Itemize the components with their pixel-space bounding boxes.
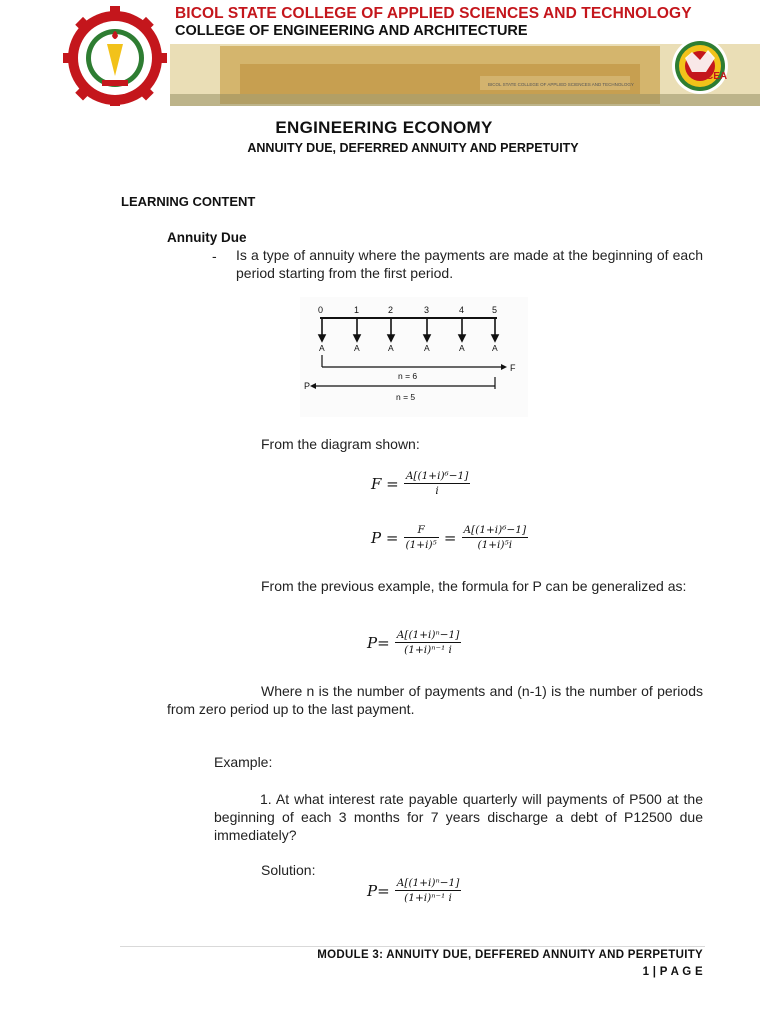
cash-flow-diagram [300,297,528,417]
institution-name: BICOL STATE COLLEGE OF APPLIED SCIENCES AND TECHNOLOGY [175,5,692,22]
payment-label: A [459,343,465,353]
formula-numerator: A[(1+i)⁶−1] [463,524,527,536]
payment-label: A [388,343,394,353]
present-value-label: P [304,381,311,391]
n-upper-label: n = 6 [398,371,418,381]
generalized-paragraph: From the previous example, the formula for P can be generalized as: [261,578,687,594]
formula-denominator: (1+i)ⁿ⁻¹ i [404,892,452,904]
payment-label: A [319,343,325,353]
period-3-label: 3 [424,305,430,315]
formula-numerator: A[(1+i)⁶−1] [405,470,469,482]
period-0-label: 0 [318,305,324,315]
solution-label: Solution: [261,862,316,878]
formula-general-present-value [367,629,461,657]
topic-heading: Annuity Due [167,230,247,245]
formula-lhs: P = [371,529,399,547]
formula-solution [367,877,461,905]
seal-year: 1911 [106,88,117,94]
formula-denominator: (1+i)⁵i [477,539,513,551]
bullet-marker: - [212,248,217,264]
where-paragraph: Where n is the number of payments and (n-1) is the number of periods from zero period up to the last payment. [167,683,703,717]
formula-lhs: F = [371,475,399,493]
footer-divider [120,946,705,947]
period-2-label: 2 [388,305,394,315]
formula-numerator: A[(1+i)ⁿ−1] [396,877,460,889]
page-title: ENGINEERING ECONOMY [275,118,493,137]
page-subtitle: ANNUITY DUE, DEFERRED ANNUITY AND PERPETUITY [247,141,579,155]
cea-logo-text: CEA [706,71,728,82]
formula-denominator: (1+i)⁵ [405,539,437,551]
formula-numerator: F [404,524,439,538]
period-5-label: 5 [492,305,498,315]
formula-future-value [371,470,470,498]
payment-arrows [319,318,498,341]
payment-label: A [492,343,498,353]
footer-module-title: MODULE 3: ANNUITY DUE, DEFFERED ANNUITY AND PERPETUITY [317,949,703,961]
campus-photo-banner [170,38,760,106]
example-label: Example: [214,754,273,770]
formula-lhs: P= [367,634,390,652]
formula-lhs: P= [367,882,390,900]
period-4-label: 4 [459,305,465,315]
n-lower-label: n = 5 [396,392,416,402]
banner-sign-text: BICOL STATE COLLEGE OF APPLIED SCIENCES AND TECHNOLOGY [488,82,634,87]
definition-bullet: Is a type of annuity where the payments are made at the beginning of each period starting from the first period. [236,247,703,281]
diagram-intro-text: From the diagram shown: [261,436,420,452]
future-value-label: F [510,363,516,373]
payment-label: A [354,343,360,353]
college-name: COLLEGE OF ENGINEERING AND ARCHITECTURE [175,23,528,39]
formula-numerator: A[(1+i)ⁿ−1] [396,629,460,641]
section-heading: LEARNING CONTENT [121,194,256,209]
payment-label: A [424,343,430,353]
equals-sign: = [443,529,457,547]
formula-denominator: (1+i)ⁿ⁻¹ i [404,644,452,656]
page-number: 1 | P A G E [642,966,703,978]
formula-present-value [371,524,528,552]
example-problem: 1. At what interest rate payable quarterly will payments of P500 at the beginning of each 3 months for 7 years discharge a debt of P12500 due immediately? [214,791,703,843]
period-1-label: 1 [354,305,360,315]
formula-denominator: i [435,485,439,497]
